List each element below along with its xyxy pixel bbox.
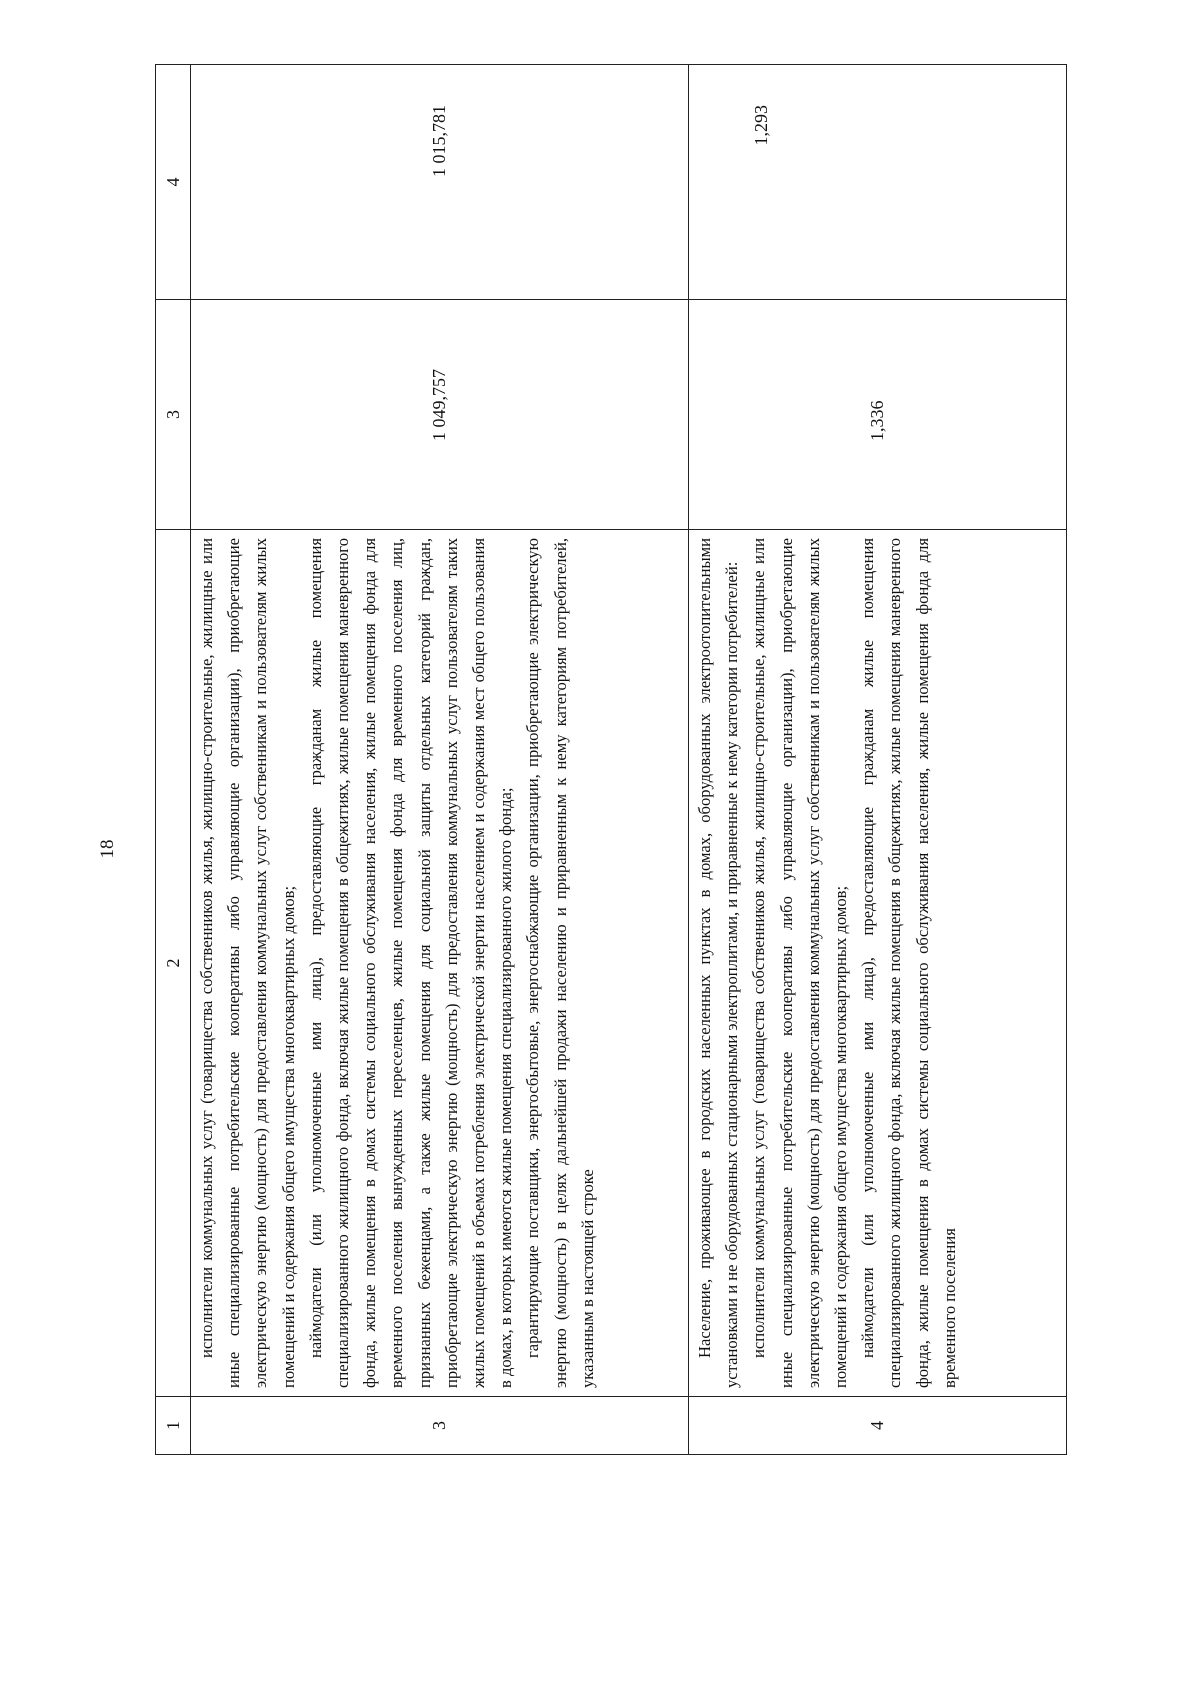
header-col-3: 3 bbox=[156, 300, 191, 530]
table-container bbox=[155, 65, 1065, 1455]
value-col-4: 1 015,781 bbox=[191, 65, 689, 300]
header-col-2: 2 bbox=[156, 530, 191, 1397]
description-paragraph: гарантирующие поставщики, энергосбытовые, энергоснабжающие организации, приобретающие электрическую энергию (мощность) в целях дальнейшей продажи населению и приравненным к нему категориям потребителей, указанным в настоящей строке bbox=[523, 538, 597, 1388]
table-header-row bbox=[156, 65, 191, 1455]
description-paragraph: наймодатели (или уполномоченные ими лица), предоставляющие гражданам жилые помещения специализированного жилищного фонда, включая жилые помещения в общежитиях, жилые помещения маневренного фонда, жилые помещения в домах системы социального обслуживания населения, жилые помещения фонда для временного поселения bbox=[858, 538, 959, 1388]
row-number: 4 bbox=[689, 1397, 1067, 1455]
value-col-4: 1,293 bbox=[689, 65, 1067, 300]
table-row bbox=[191, 65, 689, 1455]
table-row bbox=[689, 65, 1067, 1455]
value-col-3: 1,336 bbox=[689, 300, 1067, 530]
value-col-3: 1 049,757 bbox=[191, 300, 689, 530]
row-description bbox=[191, 530, 689, 1397]
header-col-1: 1 bbox=[156, 1397, 191, 1455]
row-number: 3 bbox=[191, 1397, 689, 1455]
description-paragraph: Население, проживающее в городских населенных пунктах в домах, оборудованных электроотопительными установками и не оборудованных стационарными электроплитами, и приравненные к нему категории потребителей: bbox=[695, 538, 742, 1388]
row-description bbox=[689, 530, 1067, 1397]
page-number: 18 bbox=[97, 839, 118, 859]
description-paragraph: исполнители коммунальных услуг (товарищества собственников жилья, жилищно-строительные, жилищные или иные специализированные потребительские кооперативы либо управляющие организации), приобретающие электрическую энергию (мощность) для предоставления коммунальных услуг собственникам и пользователям жилых помещений и содержания общего имущества многоквартирных домов; bbox=[197, 538, 298, 1388]
header-col-4: 4 bbox=[156, 65, 191, 300]
description-paragraph: исполнители коммунальных услуг (товарищества собственников жилья, жилищно-строительные, жилищные или иные специализированные потребительские кооперативы либо управляющие организации), приобретающие электрическую энергию (мощность) для предоставления коммунальных услуг собственникам и пользователям жилых помещений и содержания общего имущества многоквартирных домов; bbox=[749, 538, 851, 1388]
tariff-table bbox=[155, 64, 1067, 1455]
description-paragraph: наймодатели (или уполномоченные ими лица), предоставляющие гражданам жилые помещения специализированного жилищного фонда, включая жилые помещения в общежитиях, жилые помещения маневренного фонда, жилые помещения в домах системы социального обслуживания населения, жилые помещения фонда для временного поселения вынужденных переселенцев, жилые помещения фонда для временного поселения лиц, признанных беженцами, а также жилые помещения для социальной защиты отдельных категорий граждан, приобретающие электрическую энергию (мощность) для предоставления коммунальных услуг пользователям таких жилых помещений в объемах потребления электрической энергии населением и содержания мест общего пользования в домах, в которых имеются жилые помещения специализированного жилого фонда; bbox=[305, 538, 516, 1388]
